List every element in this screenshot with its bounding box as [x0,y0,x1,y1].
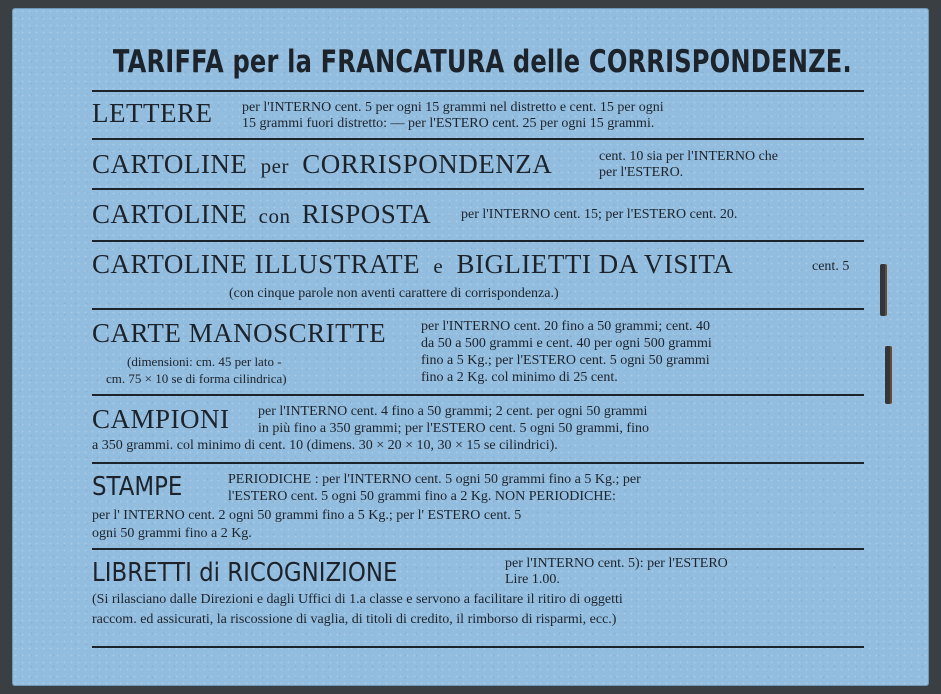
divider [92,394,864,396]
heading-word: CARTOLINE [92,199,248,229]
stampe-text-line1: PERIODICHE : per l'INTERNO cent. 5 ogni 50 grammi fino a 5 Kg.; per [228,472,641,487]
divider [92,188,864,190]
cartoline-corr-text-line2: per l'ESTERO. [599,165,684,180]
cartoline-corr-text-line1: cent. 10 sia per l'INTERNO che [599,149,779,164]
cartoline-risp-text: per l'INTERNO cent. 15; per l'ESTERO cent. 20. [461,207,738,222]
illustrate-price: cent. 5 [812,259,850,274]
divider [92,646,864,648]
manoscritte-text-line4: fino a 2 Kg. col minimo di 25 cent. [421,370,618,385]
divider [92,138,864,140]
libretti-note-line1: (Si rilasciano dalle Direzioni e dagli Uffici di 1.a classe e servono a facilitare il ritiro di oggetti [92,592,623,607]
heading-word: RISPOSTA [301,199,432,229]
campioni-text-line1: per l'INTERNO cent. 4 fino a 50 grammi; 2 cent. per ogni 50 grammi [258,404,648,419]
stampe-text-line4: ogni 50 grammi fino a 2 Kg. [92,526,252,541]
section-heading-stampe: STAMPE [92,472,183,502]
stampe-text-line2: l'ESTERO cent. 5 ogni 50 grammi fino a 2 Kg. NON PERIODICHE: [228,489,616,504]
divider [92,308,864,310]
libretti-note-line2: raccom. ed assicurati, la riscossione di vaglia, di titoli di credito, il rimborso di risparmi, ecc.) [92,612,617,627]
manoscritte-dim-line1: (dimensioni: cm. 45 per lato - [127,354,282,369]
staple-bottom [885,346,890,404]
libretti-text-line1: per l'INTERNO cent. 5): per l'ESTERO [505,556,728,571]
divider [92,548,864,550]
tariff-card [12,8,929,686]
heading-word: CORRISPONDENZA [302,149,553,179]
section-heading-cartoline-risposta [92,199,431,230]
manoscritte-text-line3: fino a 5 Kg.; per l'ESTERO cent. 5 ogni 50 grammi [421,353,710,368]
heading-connector: e [433,254,444,278]
section-heading-manoscritte: CARTE MANOSCRITTE [92,318,387,348]
section-heading-libretti: LIBRETTI di RICOGNIZIONE [92,558,398,588]
heading-connector: per [260,154,289,178]
divider [92,462,864,464]
heading-word: CARTOLINE [92,149,248,179]
staple-top [880,264,885,316]
section-heading-lettere: LETTERE [92,98,213,128]
manoscritte-text-line2: da 50 a 500 grammi e cent. 40 per ogni 500 grammi [421,336,712,351]
manoscritte-text-line1: per l'INTERNO cent. 20 fino a 50 grammi; cent. 40 [421,319,711,334]
libretti-text-line2: Lire 1.00. [505,572,560,587]
section-heading-campioni: CAMPIONI [92,404,230,434]
heading-word: CARTOLINE ILLUSTRATE [92,249,421,279]
manoscritte-dim-line2: cm. 75 × 10 se di forma cilindrica) [106,371,287,386]
lettere-text-line1: per l'INTERNO cent. 5 per ogni 15 grammi nel distretto e cent. 15 per ogni [242,100,664,115]
divider [92,240,864,242]
stampe-text-line3: per l' INTERNO cent. 2 ogni 50 grammi fino a 5 Kg.; per l' ESTERO cent. 5 [92,508,522,523]
section-heading-illustrate [92,249,733,280]
campioni-text-line3: a 350 grammi. col minimo di cent. 10 (dimens. 30 × 20 × 10, 30 × 15 se cilindrici). [92,438,558,453]
heading-word: BIGLIETTI DA VISITA [456,249,734,279]
divider [92,90,864,92]
illustrate-note: (con cinque parole non aventi carattere di corrispondenza.) [229,286,559,301]
section-heading-cartoline-corrispondenza [92,149,552,180]
page-title: TARIFFA per la FRANCATURA delle CORRISPONDENZE. [112,44,852,80]
campioni-text-line2: in più fino a 350 grammi; per l'ESTERO cent. 5 ogni 50 grammi, fino [258,421,649,436]
heading-connector: con [258,204,291,228]
lettere-text-line2: 15 grammi fuori distretto: — per l'ESTERO cent. 25 per ogni 15 grammi. [242,116,655,131]
